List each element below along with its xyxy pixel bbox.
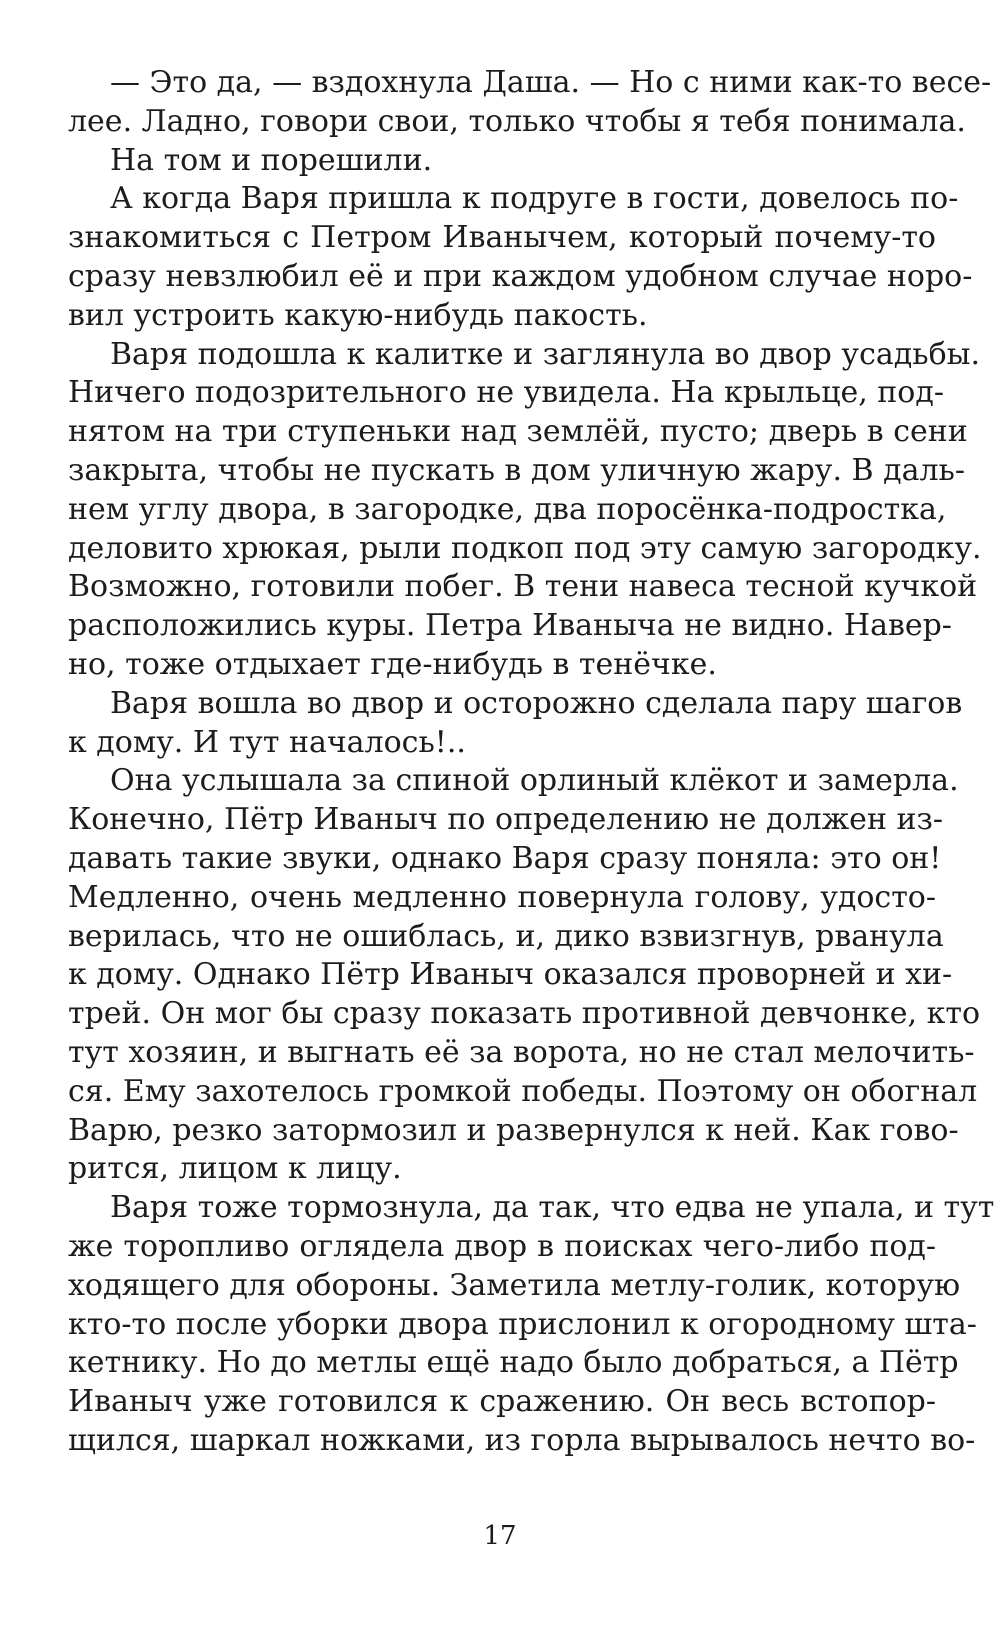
text-line: вил устроить какую-нибудь пакость. (68, 297, 648, 333)
paragraph (68, 685, 963, 763)
text-line: деловито хрюкая, рыли подкоп под эту самую загородку. (68, 530, 982, 566)
text-line: Варя подошла к калитке и заглянула во двор усадьбы. (110, 336, 981, 372)
text-line: ходящего для обороны. Заметила метлу-голик, которую (68, 1267, 961, 1303)
text-line: рится, лицом к лицу. (68, 1151, 402, 1187)
paragraph (68, 180, 973, 335)
text-line: На том и порешили. (110, 142, 433, 178)
text-line: же торопливо оглядела двор в поисках чего-либо под- (68, 1228, 936, 1264)
text-line: закрыта, чтобы не пускать в дом уличную жару. В даль- (68, 452, 965, 488)
text-line: но, тоже отдыхает где-нибудь в тенёчке. (68, 646, 717, 682)
text-line: Варя тоже тормознула, да так, что едва не упала, и тут (110, 1190, 995, 1226)
text-line: ся. Ему захотелось громкой победы. Поэтому он обогнал (68, 1073, 978, 1109)
text-line: к дому. И тут началось!.. (68, 724, 466, 760)
page-number: 17 (483, 1521, 517, 1551)
paragraph (68, 64, 992, 142)
paragraph (68, 1189, 995, 1461)
text-line: тут хозяин, и выгнать её за ворота, но не стал мелочить- (68, 1034, 975, 1070)
paragraph (68, 336, 982, 685)
paragraph (68, 142, 936, 181)
text-line: верилась, что не ошиблась, и, дико взвизгнув, рванула (68, 918, 944, 954)
text-line: к дому. Однако Пётр Иваныч оказался проворней и хи- (68, 957, 953, 993)
text-line: Иваныч уже готовился к сражению. Он весь встопор- (68, 1384, 936, 1420)
text-line: нем углу двора, в загородке, два поросёнка-подростка, (68, 491, 947, 527)
text-line: Возможно, готовили побег. В тени навеса тесной кучкой (68, 569, 978, 605)
text-line: лее. Ладно, говори свои, только чтобы я тебя понимала. (68, 103, 966, 139)
text-line: Варя вошла во двор и осторожно сделала пару шагов (110, 685, 963, 721)
text-line: нятом на три ступеньки над землёй, пусто; дверь в сени (68, 414, 968, 450)
paragraph (68, 762, 981, 1189)
text-line: кетнику. Но до метлы ещё надо было добраться, а Пётр (68, 1345, 959, 1381)
text-line: Она услышала за спиной орлиный клёкот и замерла. (110, 763, 959, 799)
text-line: Конечно, Пётр Иваныч по определению не должен из- (68, 802, 943, 838)
text-line: расположились куры. Петра Иваныча не видно. Навер- (68, 608, 952, 644)
text-line: Медленно, очень медленно повернула голову, удосто- (68, 879, 936, 915)
text-line: знакомиться с Петром Иванычем, который почему-то (68, 220, 936, 256)
text-line: Варю, резко затормозил и развернулся к ней. Как гово- (68, 1112, 959, 1148)
page-text (68, 64, 995, 1461)
text-line: трей. Он мог бы сразу показать противной девчонке, кто (68, 996, 981, 1032)
text-line: давать такие звуки, однако Варя сразу поняла: это он! (68, 840, 942, 876)
text-line: кто-то после уборки двора прислонил к огородному шта- (68, 1306, 977, 1342)
text-line: А когда Варя пришла к подруге в гости, довелось по- (110, 181, 959, 217)
text-line: Ничего подозрительного не увидела. На крыльце, под- (68, 375, 944, 411)
text-line: сразу невзлюбил её и при каждом удобном случае норо- (68, 258, 973, 294)
text-line: щился, шаркал ножками, из горла вырывалось нечто во- (68, 1422, 976, 1458)
text-line: — Это да, — вздохнула Даша. — Но с ними как-то весе- (110, 65, 992, 100)
